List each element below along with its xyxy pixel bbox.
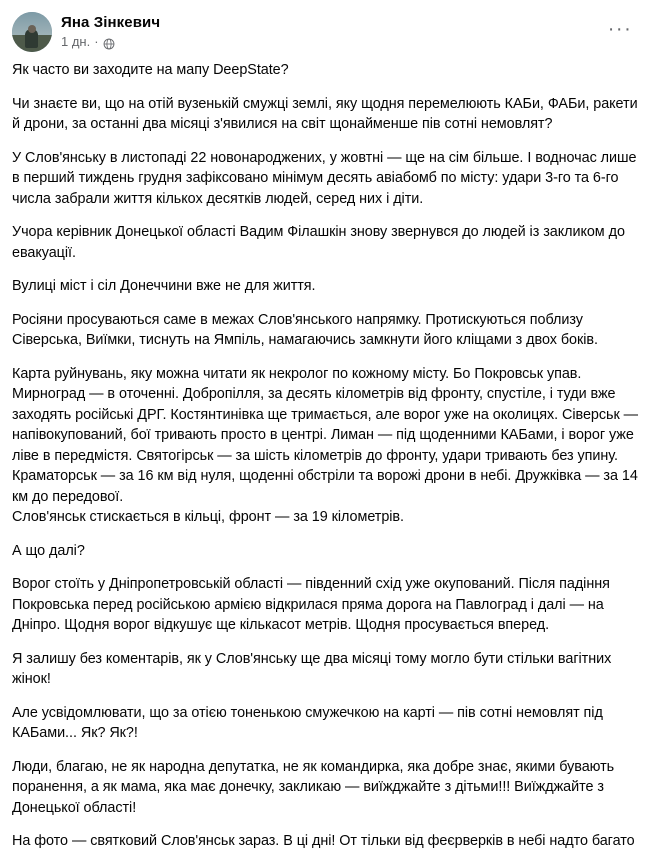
post-paragraph: А що далі? xyxy=(12,542,85,559)
post-paragraph: На фото — святковий Слов'янськ зараз. В ці дні! От тільки від феєрверків в небі надто багато xyxy=(12,833,635,849)
post-paragraph: У Слов'янську в листопаді 22 новонароджених, у жовтні — ще на сім більше. І водночас лише в перший тиждень грудня зафіксовано мінімум десять авіабомб по місту: удари 3-го та 6-го числа забрали життя кількох десятків людей, серед них і діти. xyxy=(12,149,637,207)
post-header xyxy=(0,0,650,58)
post-paragraph: Карта руйнувань, яку можна читати як некролог по кожному місту. Бо Покровськ упав. Мирноград — в оточенні. Добропілля, за десять кілометрів від фронту, спустіле, і туди вже заходять російські ДРГ. Костянтинівка ще тримається, але ворог уже на околицях. Сіверськ — напівокупований, бої тривають просто в центрі. Лиман — під щоденними КАБами, і ворог уже ліве в передмістя. Святогірськ — за шість кілометрів до фронту, удари тривають без упину. Краматорськ — за 16 км від нуля, щоденні обстріли та ворожі дрони в небі. Дружківка — за 14 км до передової. xyxy=(12,365,639,505)
avatar-image-head xyxy=(28,25,36,33)
post-paragraph: Учора керівник Донецької області Вадим Філашкін знову звернувся до людей із закликом до евакуації. xyxy=(12,224,625,261)
post-timestamp[interactable]: 1 дн. xyxy=(61,34,91,49)
post-paragraph: Слов'янськ стискається в кільці, фронт — за 19 кілометрів. xyxy=(12,509,404,525)
post-meta xyxy=(61,34,160,50)
avatar[interactable] xyxy=(12,12,52,52)
post-paragraph: Люди, благаю, не як народна депутатка, не як командирка, яка добре знає, якими бувають поранення, а як мама, яка має донечку, закликаю — виїжджайте з дітьми!!! Виїжджайте з Донецької області! xyxy=(12,758,615,816)
post-paragraph: Як часто ви заходите на мапу DeepState? xyxy=(12,62,289,78)
post-header-text xyxy=(61,12,160,50)
post-paragraph: Але усвідомлювати, що за отією тоненькою смужечкою на карті — пів сотні немовлят під КАБами... Як? Як?! xyxy=(12,704,603,741)
post-paragraph: Я залишу без коментарів, як у Слов'янську ще два місяці тому могло бути стільки вагітних жінок! xyxy=(12,650,612,687)
post-paragraph: Чи знаєте ви, що на отій вузенькій смужці землі, яку щодня перемелюють КАБи, ФАБи, ракети й дрони, за останні два місяці з'явилися на світ щонайменше пів сотні немовлят? xyxy=(12,95,638,132)
post-paragraph: Вулиці міст і сіл Донеччини вже не для життя. xyxy=(12,278,316,294)
meta-separator: · xyxy=(94,34,99,49)
globe-icon[interactable] xyxy=(103,37,115,49)
post-body xyxy=(0,58,650,852)
post-paragraph: Росіяни просуваються саме в межах Слов'янського напрямку. Протискуються поблизу Сіверська, Виїмки, тиснуть на Ямпіль, намагаючись замкнути його кліщами з двох боків. xyxy=(12,311,598,348)
post-options-button[interactable]: ··· xyxy=(607,18,633,40)
author-name[interactable]: Яна Зінкевич xyxy=(61,14,161,31)
post-paragraph: Ворог стоїть у Дніпропетровській області — південний схід уже окупований. Після падіння Покровська перед російською армією відкрилася пряма дорога на Павлоград і далі — на Дніпро. Щодня ворог відкушує ще кількасот метрів. Щодня просувається вперед. xyxy=(12,576,610,633)
